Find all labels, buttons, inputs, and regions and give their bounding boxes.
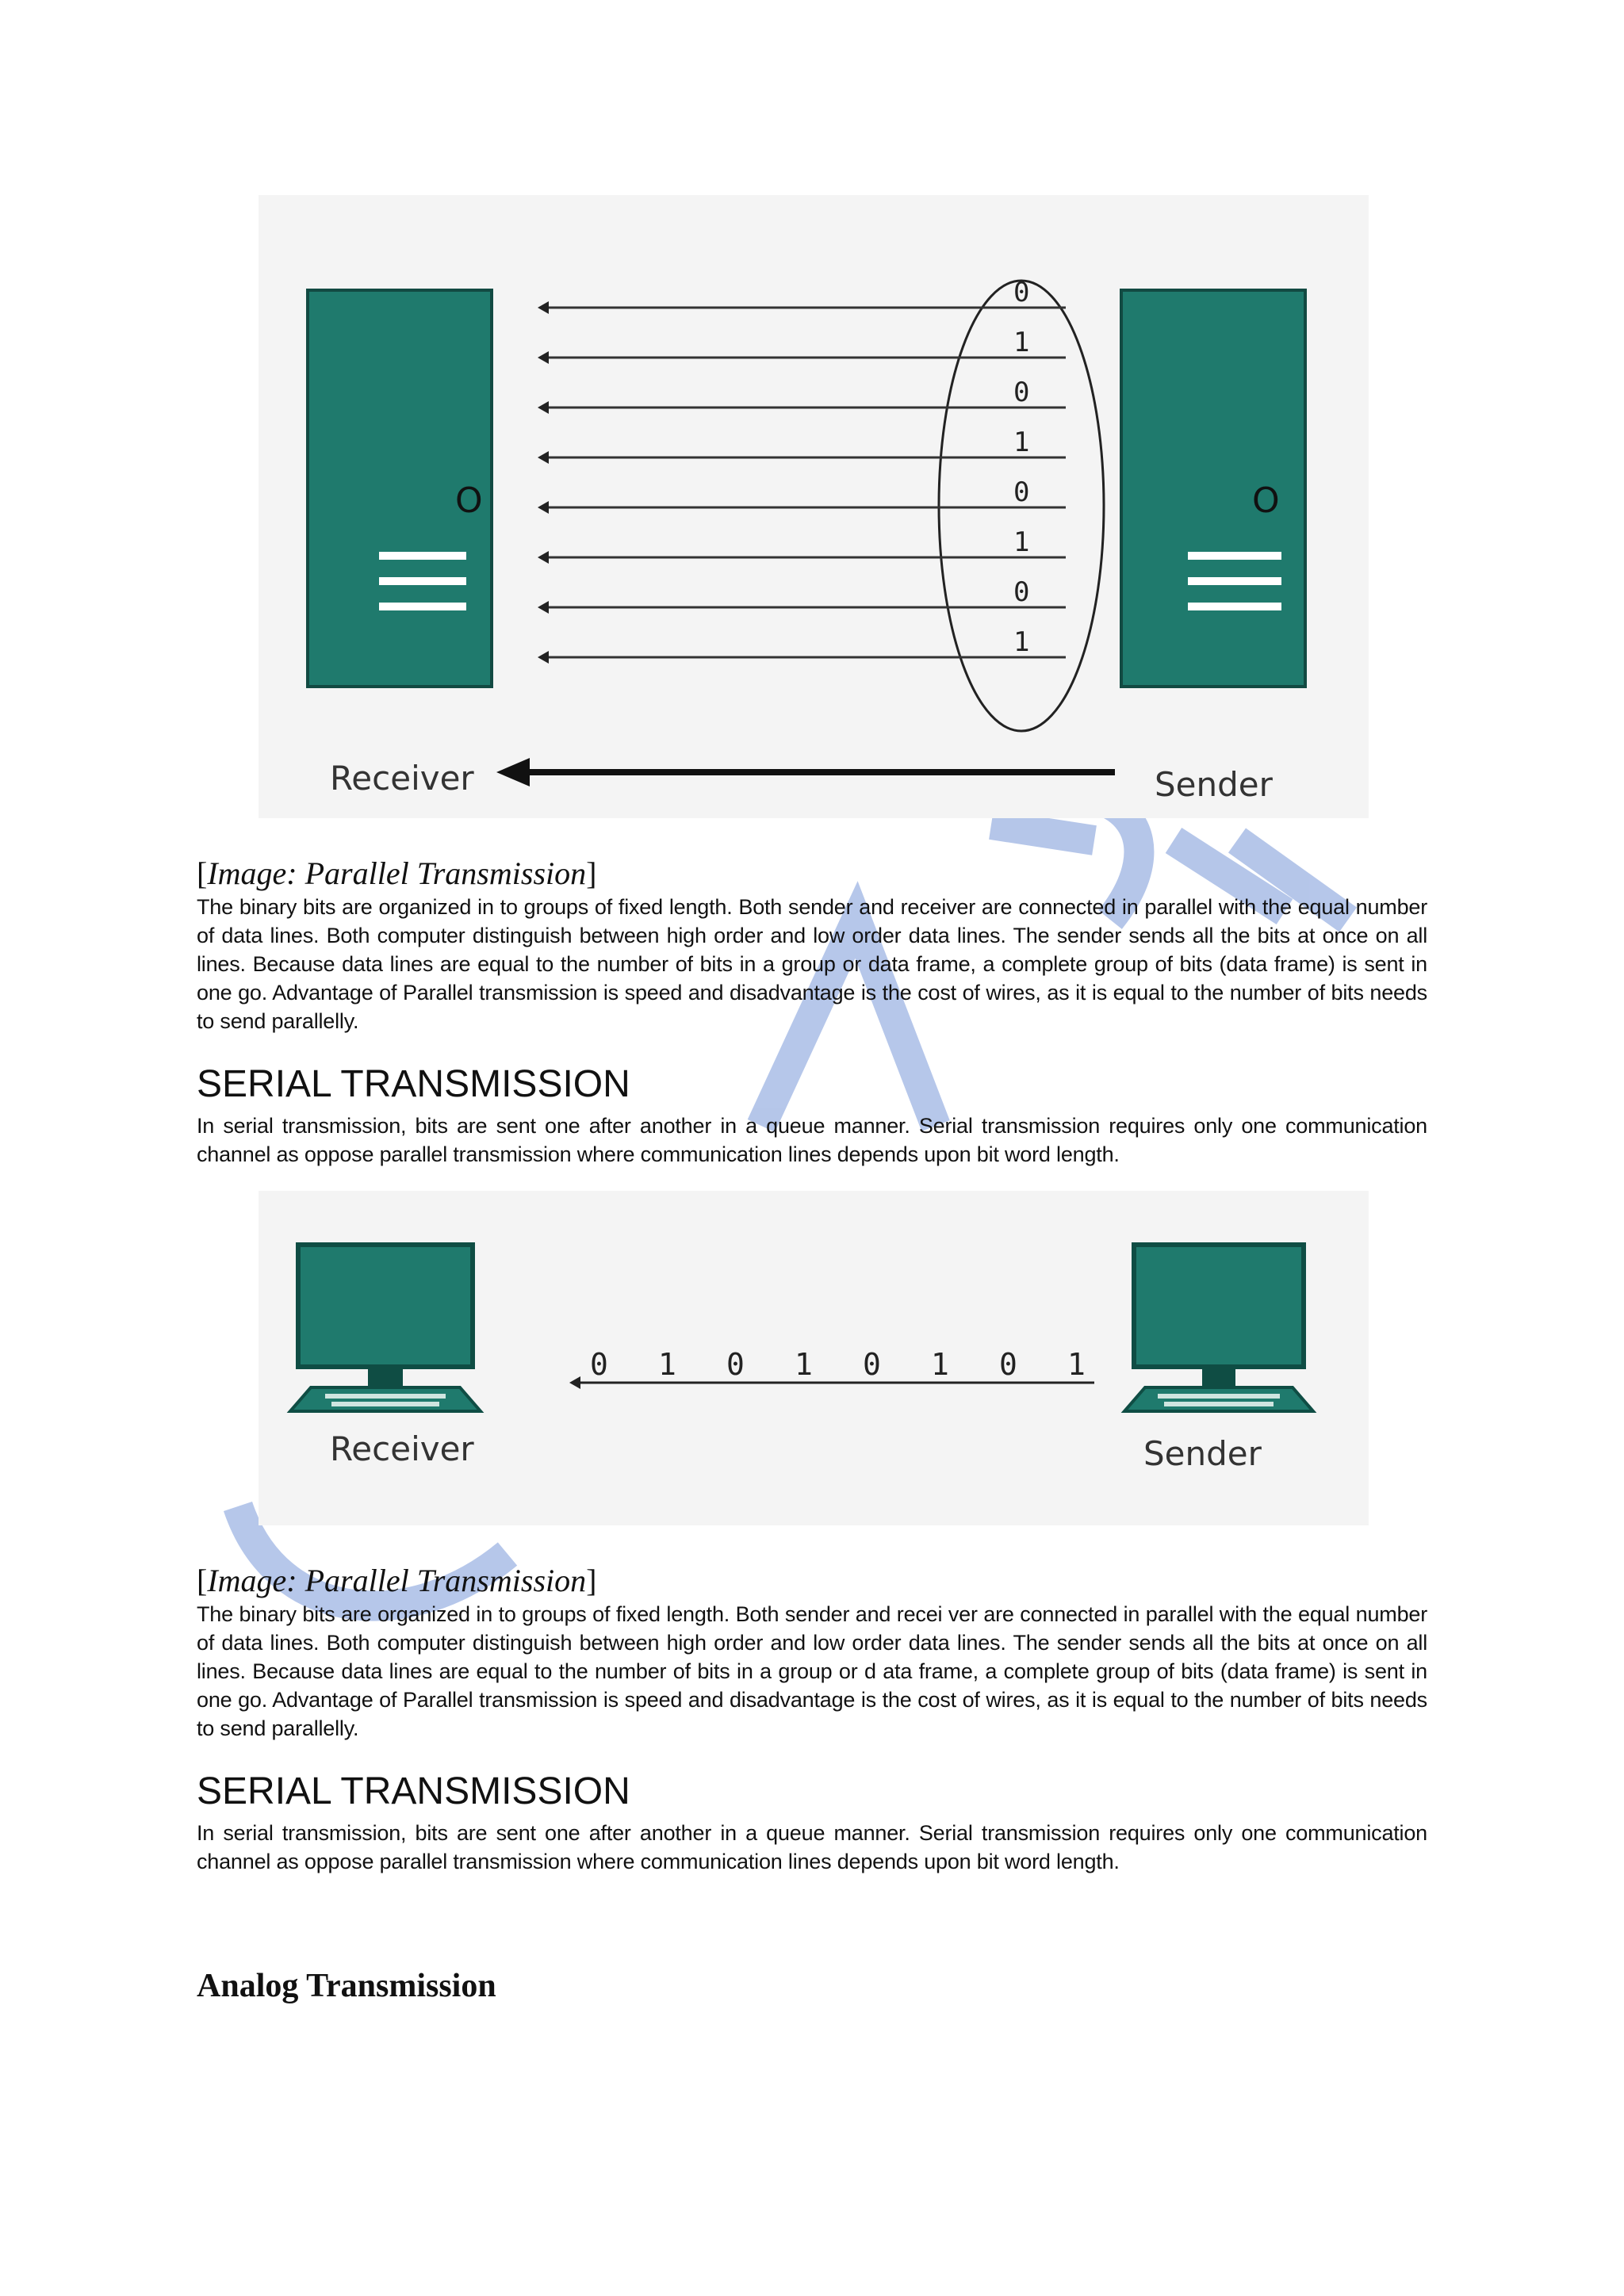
data-line-arrowhead (538, 651, 549, 664)
bit-label: 0 (1013, 576, 1030, 608)
bit-label: 1 (1013, 626, 1030, 658)
data-line-arrowhead (538, 351, 549, 364)
receiver-power-glyph: O (455, 480, 483, 521)
caption-text: Image: Parallel Transmission (207, 855, 587, 891)
bit-label: 0 (1013, 277, 1030, 308)
data-line-arrowhead (538, 551, 549, 564)
bit-label: 1 (1013, 427, 1030, 458)
caption-close-bracket: ] (586, 855, 597, 891)
data-line-arrowhead (538, 301, 549, 314)
figure-caption (197, 856, 596, 891)
bit-label: 1 (1013, 526, 1030, 558)
caption-close-bracket: ] (586, 1563, 597, 1598)
bit-label: 0 (863, 1347, 881, 1382)
analog-transmission-heading: Analog Transmission (197, 1968, 496, 2004)
bit-label: 0 (1013, 476, 1030, 508)
bit-label: 1 (1067, 1347, 1086, 1382)
bit-label: 0 (1013, 377, 1030, 408)
bit-label: 0 (590, 1347, 608, 1382)
caption-text: Image: Parallel Transmission (207, 1563, 587, 1598)
bit-label: 0 (999, 1347, 1017, 1382)
data-line-arrowhead (538, 501, 549, 514)
receiver-monitor-icon (290, 1245, 481, 1411)
caption-open-bracket: [ (197, 855, 208, 891)
receiver-label: Receiver (330, 1429, 474, 1468)
section-heading: SERIAL TRANSMISSION (197, 1063, 630, 1105)
sender-power-glyph: O (1252, 480, 1280, 521)
parallel-transmission-diagram (259, 195, 1369, 818)
parallel-transmission-figure (259, 195, 1369, 818)
sender-label: Sender (1155, 765, 1273, 804)
parallel-paragraph: The binary bits are organized in to groups of fixed length. Both sender and receiver are connected in parallel with the equal number of data lines. Both computer distinguish between high order and low order data lines. The sender sends all the bits at once on all lines. Because data lines are equal to the number of bits in a group or data frame, a complete group of bits (data frame) is sent in one go. Advantage of Parallel transmission is speed and disadvantage is the cost of wires, as it is equal to the number of bits needs to send parallelly. (197, 895, 1427, 1033)
caption-open-bracket: [ (197, 1563, 208, 1598)
serial-transmission-diagram (259, 1191, 1369, 1525)
parallel-paragraph: The binary bits are organized in to groups of fixed length. Both sender and recei ver are connected in parallel with the equal number of data lines. Both computer distinguish between high order and low order data lines. The sender sends all the bits at once on all lines. Because data lines are equal to the number of bits in a group or d ata frame, a complete group of bits (data frame) is sent in one go. Advantage of Parallel transmission is speed and disadvantage is the cost of wires, as it is equal to the number of bits needs to send parallelly. (197, 1602, 1427, 1740)
sender-monitor-icon (1124, 1245, 1313, 1411)
receiver-label: Receiver (330, 759, 474, 798)
serial-paragraph: In serial transmission, bits are sent one after another in a queue manner. Serial transmission requires only one communication channel as oppose parallel transmission where communication lines depends upon bit word length. (197, 1114, 1427, 1166)
section-heading: SERIAL TRANSMISSION (197, 1770, 630, 1812)
serial-paragraph: In serial transmission, bits are sent one after another in a queue manner. Serial transmission requires only one communication channel as oppose parallel transmission where communication lines depends upon bit word length. (197, 1821, 1427, 1873)
data-line-arrowhead (538, 401, 549, 414)
sender-computer-icon (1121, 290, 1305, 687)
bit-label: 1 (1013, 327, 1030, 358)
serial-arrowhead (569, 1376, 580, 1389)
direction-arrowhead (496, 758, 530, 786)
serial-transmission-figure (259, 1191, 1369, 1525)
bit-label: 0 (726, 1347, 745, 1382)
data-line-arrowhead (538, 601, 549, 614)
data-line-arrowhead (538, 451, 549, 464)
bit-label: 1 (658, 1347, 676, 1382)
bit-label: 1 (795, 1347, 813, 1382)
figure-caption (197, 1563, 596, 1598)
bit-label: 1 (931, 1347, 949, 1382)
sender-label: Sender (1143, 1434, 1262, 1473)
receiver-computer-icon (308, 290, 492, 687)
